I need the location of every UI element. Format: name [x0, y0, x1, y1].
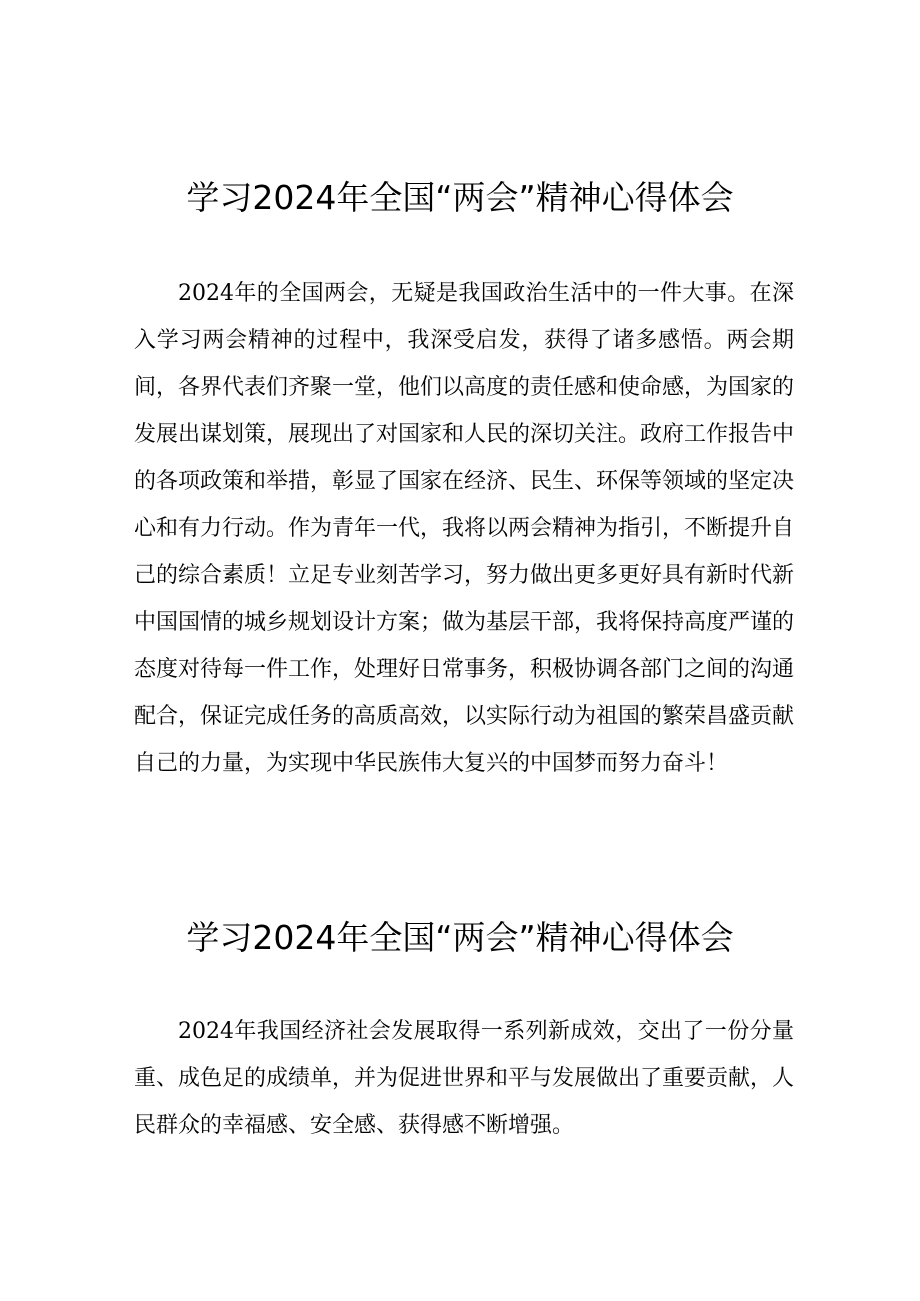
- section-1-title: 学习2024年全国“两会”精神心得体会: [186, 178, 734, 217]
- section-2-title: 学习2024年全国“两会”精神心得体会: [186, 918, 734, 957]
- section-2-paragraph: 2024年我国经济社会发展取得一系列新成效，交出了一份分量重、成色足的成绩单，并为促进世界和平与发展做出了重要贡献，人民群众的幸福感、安全感、获得感不断增强。: [134, 1019, 795, 1138]
- section-1-paragraph: 2024年的全国两会，无疑是我国政治生活中的一件大事。在深入学习两会精神的过程中，我深受启发，获得了诸多感悟。两会期间，各界代表们齐聚一堂，他们以高度的责任感和使命感，为国家的发展出谋划策，展现出了对国家和人民的深切关注。政府工作报告中的各项政策和举措，彰显了国家在经济、民生、环保等领域的坚定决心和有力行动。作为青年一代，我将以两会精神为指引，不断提升自己的综合素质！立足专业刻苦学习，努力做出更多更好具有新时代新中国国情的城乡规划设计方案；做为基层干部，我将保持高度严谨的态度对待每一件工作，处理好日常事务，积极协调各部门之间的沟通配合，保证完成任务的高质高效，以实际行动为祖国的繁荣昌盛贡献自己的力量，为实现中华民族伟大复兴的中国梦而努力奋斗！: [134, 281, 795, 776]
